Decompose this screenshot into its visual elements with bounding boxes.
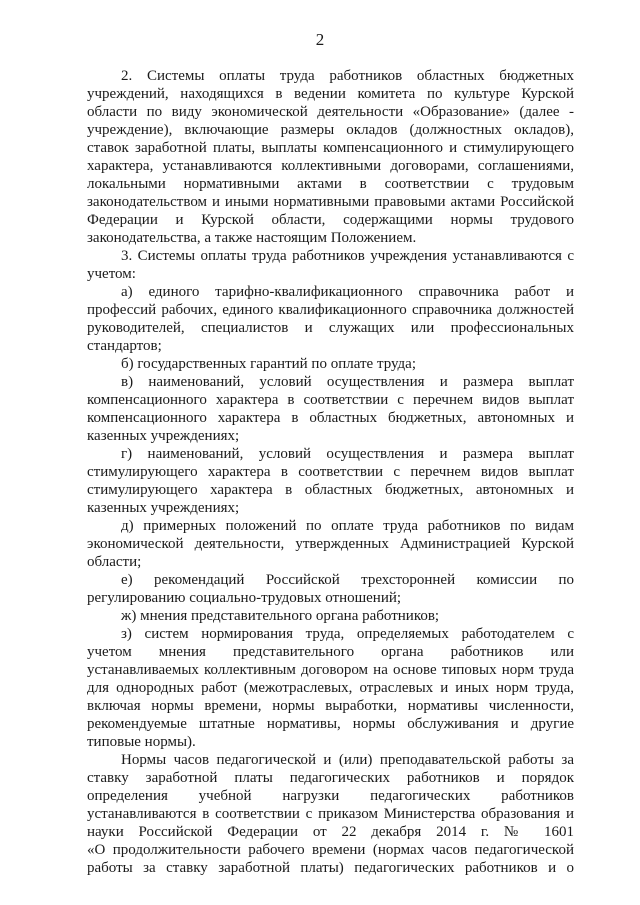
page-number: 2 [315,30,325,49]
text-line: регулированию социально-трудовых отношений; [87,590,402,606]
text-line: Федерации и Курской области, содержащими нормы трудового [87,212,574,228]
text-line: компенсационного характера в областных бюджетных, автономных и [87,410,574,426]
text-line: д) примерных положений по оплате труда работников по видам [121,518,574,534]
text-line: компенсационного характера в соответствии с перечнем видов выплат [87,392,574,408]
text-line: стимулирующего характера в областных бюджетных, автономных и [87,482,574,498]
text-line: законодательства, а также настоящим Положением. [87,230,417,246]
text-line: б) государственных гарантий по оплате труда; [121,356,417,372]
text-line: законодательством и иными нормативными правовыми актами Российской [87,194,574,210]
text-line: определения учебной нагрузки педагогических работников [87,788,574,804]
text-line: учреждений, находящихся в ведении комитета по культуре Курской [87,86,574,102]
text-line: ставку заработной платы педагогических работников и порядок [87,770,574,786]
text-line: в) наименований, условий осуществления и размера выплат [121,374,574,390]
text-line: руководителей, специалистов и служащих или профессиональных [87,320,574,336]
text-line: профессий рабочих, единого квалификационного справочника должностей [87,302,574,318]
text-line: стимулирующего характера в соответствии с перечнем видов выплат [87,464,574,480]
text-line: ставок заработной платы, выплаты компенсационного и стимулирующего [87,140,574,156]
text-line: типовые нормы). [87,734,196,750]
text-line: «О продолжительности рабочего времени (нормах часов педагогической [87,842,574,858]
text-line: г) наименований, условий осуществления и размера выплат [121,446,574,462]
text-line: характера, устанавливаются коллективными договорами, соглашениями, [87,158,574,174]
text-line: е) рекомендаций Российской трехсторонней комиссии по [121,572,574,588]
text-line: учетом: [87,266,136,282]
text-line: учреждение), включающие размеры окладов (должностных окладов), [87,122,574,138]
text-line: стандартов; [87,338,162,354]
text-line: работы за ставку заработной платы) педагогических работников и о [87,860,574,876]
text-line: 2. Системы оплаты труда работников областных бюджетных [121,68,574,84]
text-line: Нормы часов педагогической и (или) преподавательской работы за [121,752,574,768]
text-line: экономической деятельности, утвержденных Администрацией Курской [87,536,574,552]
text-line: з) систем нормирования труда, определяемых работодателем с [121,626,574,642]
text-line: устанавливаемых коллективным договором на основе типовых норм труда [87,662,574,678]
text-line: локальными нормативными актами в соответствии с трудовым [87,176,574,192]
text-line: включая нормы времени, нормы выработки, нормативы численности, [87,698,574,714]
text-line: 3. Системы оплаты труда работников учреждения устанавливаются с [121,248,574,264]
text-line: учетом мнения представительного органа работников или [87,644,574,660]
text-line: устанавливаются в соответствии с приказом Министерства образования и [87,806,574,822]
text-line: для однородных работ (межотраслевых, отраслевых и иных норм труда, [87,680,574,696]
text-line: казенных учреждениях; [87,500,240,516]
text-line: казенных учреждениях; [87,428,240,444]
text-line: рекомендуемые штатные нормативы, нормы обслуживания и другие [87,716,574,732]
text-line: области по виду экономической деятельности «Образование» (далее - [87,104,574,120]
text-line: науки Российской Федерации от 22 декабря 2014 г. № 1601 [87,824,574,840]
text-line: ж) мнения представительного органа работников; [121,608,440,624]
text-line: области; [87,554,142,570]
text-line: а) единого тарифно-квалификационного справочника работ и [121,284,574,300]
document-body [87,67,574,877]
